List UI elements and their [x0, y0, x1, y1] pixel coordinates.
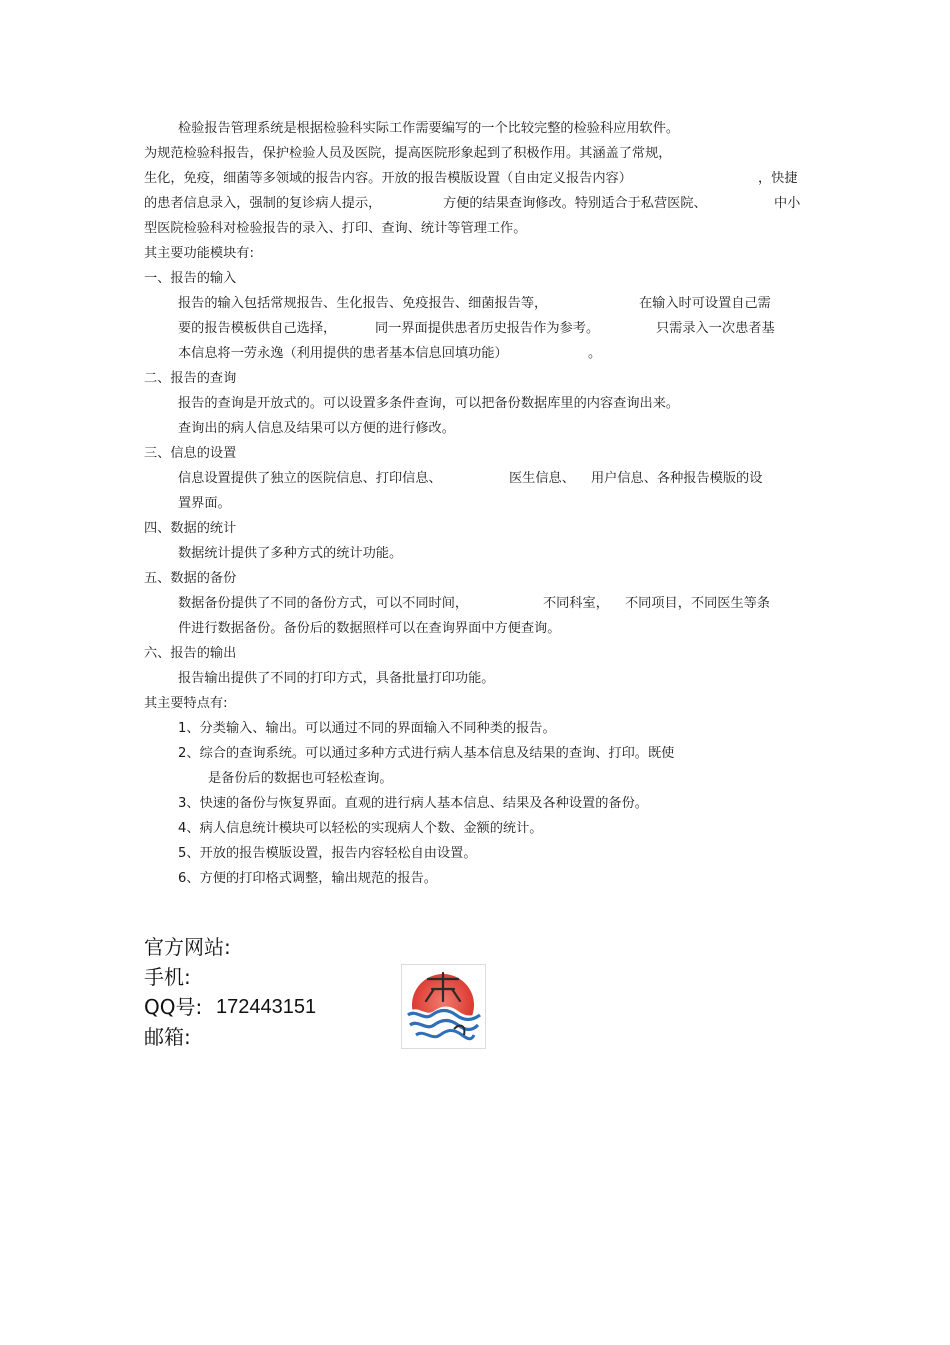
section-line: 件进行数据备份。备份后的数据照样可以在查询界面中方便查询。	[178, 621, 561, 636]
intro-line-4-mid: 方便的结果查询修改。特别适合于私营医院、	[443, 196, 707, 211]
section-line: 数据统计提供了多种方式的统计功能。	[178, 546, 403, 561]
feature-item: 2、综合的查询系统。可以通过多种方式进行病人基本信息及结果的查询、打印。既使	[178, 746, 675, 761]
section-line: 在输入时可设置自己需	[639, 296, 771, 311]
modules-heading: 其主要功能模块有:	[144, 246, 254, 261]
section-line: 。	[588, 346, 602, 361]
section-line: 只需录入一次患者基	[656, 321, 775, 336]
qq-label: QQ号:	[144, 995, 203, 1019]
feature-item: 4、病人信息统计模块可以轻松的实现病人个数、金额的统计。	[178, 821, 543, 836]
intro-line-5: 型医院检验科对检验报告的录入、打印、查询、统计等管理工作。	[144, 221, 527, 236]
feature-item: 5、开放的报告模版设置，报告内容轻松自由设置。	[178, 846, 477, 861]
section-line: 本信息将一劳永逸（利用提供的患者基本信息回填功能）	[178, 346, 508, 361]
section-line: 查询出的病人信息及结果可以方便的进行修改。	[178, 421, 455, 436]
section-line: 同一界面提供患者历史报告作为参考。	[375, 321, 600, 336]
company-logo-icon	[401, 964, 486, 1049]
section-title-query: 二、报告的查询	[144, 371, 237, 386]
feature-item: 6、方便的打印格式调整，输出规范的报告。	[178, 871, 437, 886]
section-line: 报告的查询是开放式的。可以设置多条件查询，可以把备份数据库里的内容查询出来。	[178, 396, 680, 411]
section-line: 不同项目，不同医生等条	[625, 596, 771, 611]
section-line: 用户信息、各种报告模版的设	[591, 471, 763, 486]
section-title-statistics: 四、数据的统计	[144, 521, 237, 536]
section-line: 数据备份提供了不同的备份方式，可以不同时间，	[178, 596, 469, 611]
intro-line-4: 的患者信息录入，强制的复诊病人提示，	[144, 196, 382, 211]
website-label: 官方网站:	[144, 935, 231, 959]
section-line: 要的报告模板供自己选择，	[178, 321, 337, 336]
section-line: 报告输出提供了不同的打印方式，具备批量打印功能。	[178, 671, 495, 686]
section-line: 信息设置提供了独立的医院信息、打印信息、	[178, 471, 442, 486]
section-title-settings: 三、信息的设置	[144, 446, 237, 461]
feature-item: 3、快速的备份与恢复界面。直观的进行病人基本信息、结果及各种设置的备份。	[178, 796, 648, 811]
intro-line-1: 检验报告管理系统是根据检验科实际工作需要编写的一个比较完整的检验科应用软件。	[178, 121, 680, 136]
email-label: 邮箱:	[144, 1025, 191, 1049]
qq-number: 172443151	[216, 996, 317, 1018]
phone-label: 手机:	[144, 965, 191, 989]
section-title-backup: 五、数据的备份	[144, 571, 237, 586]
intro-line-2: 为规范检验科报告，保护检验人员及医院，提高医院形象起到了积极作用。其涵盖了常规，	[144, 146, 672, 161]
intro-line-3: 生化，免疫，细菌等多领域的报告内容。开放的报告模版设置（自由定义报告内容）	[144, 171, 632, 186]
intro-line-3-tail: ，快捷	[758, 171, 798, 186]
feature-item-continued: 是备份后的数据也可轻松查询。	[208, 771, 393, 786]
intro-line-4-tail: 中小	[774, 196, 801, 211]
section-line: 不同科室，	[543, 596, 609, 611]
section-line: 报告的输入包括常规报告、生化报告、免疫报告、细菌报告等，	[178, 296, 548, 311]
section-line: 置界面。	[178, 496, 231, 511]
section-title-output: 六、报告的输出	[144, 646, 237, 661]
feature-item: 1、分类输入、输出。可以通过不同的界面输入不同种类的报告。	[178, 721, 556, 736]
section-line: 医生信息、	[509, 471, 575, 486]
section-title-input: 一、报告的输入	[144, 271, 237, 286]
features-heading: 其主要特点有:	[144, 696, 228, 711]
